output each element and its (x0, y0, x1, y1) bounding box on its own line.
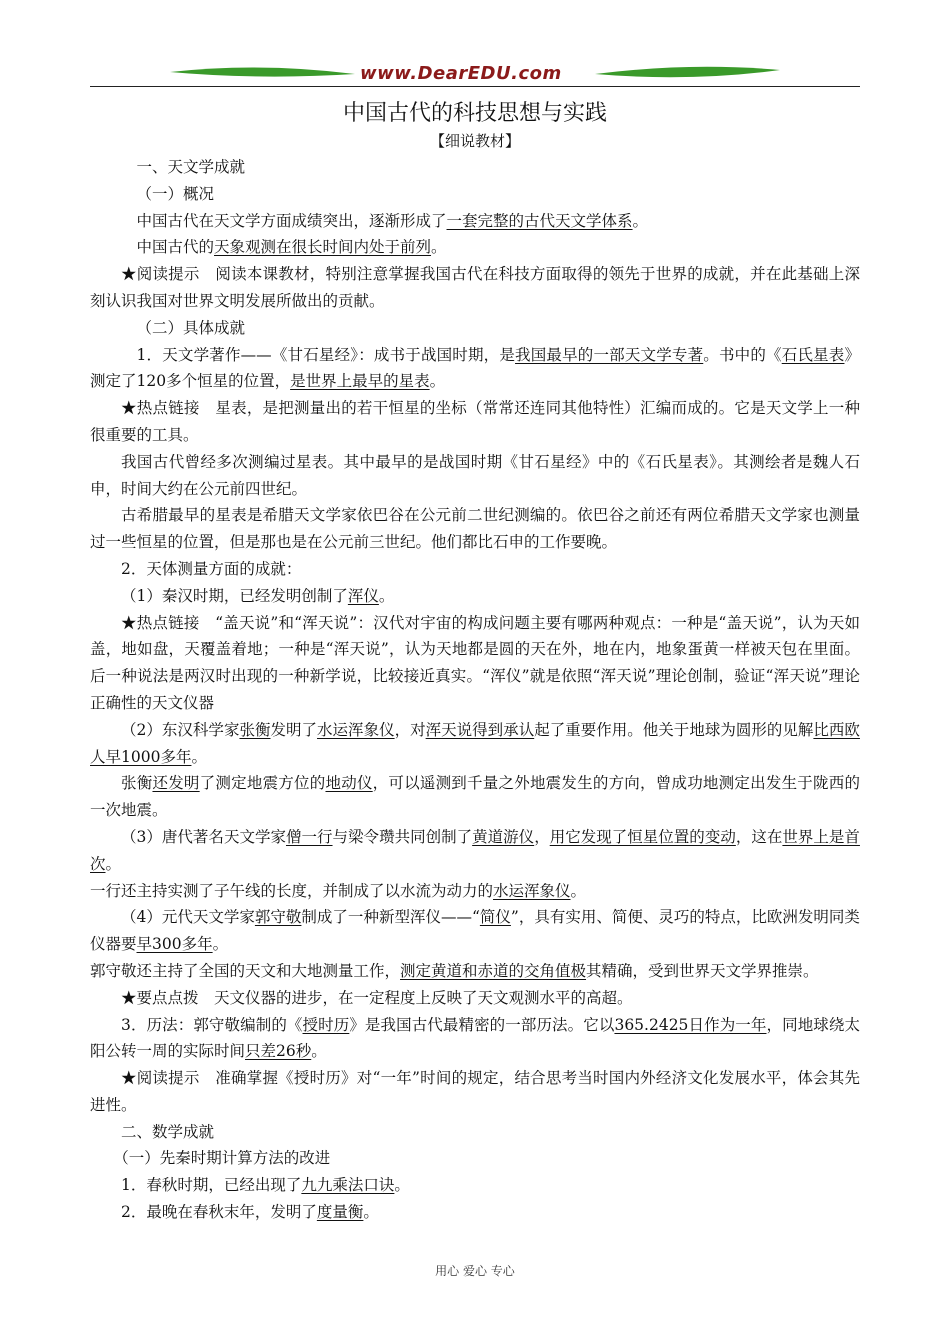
header-rule (90, 86, 860, 87)
section-heading-astronomy: 一、天文学成就 (136, 158, 246, 176)
paragraph-yi-xing: （3）唐代著名天文学家僧一行与梁令瓒共同创制了黄道游仪，用它发现了恒星位置的变动，这在世界上是首次。 (90, 827, 860, 873)
key-point-instruments: ★要点点拨 天文仪器的进步，在一定程度上反映了天文观测水平的高超。 (121, 988, 633, 1007)
paragraph-overview-2: 中国古代的天象观测在很长时间内处于前列。 (136, 238, 447, 257)
paragraph-star-catalog-greece: 古希腊最早的星表是希腊天文学家依巴谷在公元前二世纪测编的。依巴谷之前还有两位希腊天文学家也测量过一些恒星的位置，但是那也是在公元前三世纪。他们都比石申的工作要晚。 (90, 506, 860, 552)
paragraph-meridian: 一行还主持实测了子午线的长度，并制成了以水流为动力的水运浑象仪。 (90, 881, 587, 900)
paragraph-zhang-heng: （2）东汉科学家张衡发明了水运浑象仪，对浑天说得到承认起了重要作用。他关于地球为圆形的见解比西欧人早1000多年。 (90, 720, 860, 766)
banner-swoosh-left (170, 67, 355, 76)
page-footer: 用心 爱心 专心 (435, 1264, 515, 1278)
reading-tip-2: ★阅读提示 准确掌握《授时历》对“一年”时间的规定，结合思考当时国内外经济文化发展水平，体会其先进性。 (90, 1069, 860, 1114)
paragraph-survey: 郭守敬还主持了全国的天文和大地测量工作，测定黄道和赤道的交角值极其精确，受到世界天文学界推崇。 (90, 961, 819, 980)
paragraph-star-catalog-china: 我国古代曾经多次测编过星表。其中最早的是战国时期《甘石星经》中的《石氏星表》。其测绘者是魏人石申，时间大约在公元前四世纪。 (90, 452, 860, 498)
paragraph-measures: 2．最晚在春秋末年，发明了度量衡。 (121, 1203, 379, 1222)
paragraph-seismograph: 张衡还发明了测定地震方位的地动仪，可以遥测到千量之外地震发生的方向，曾成功地测定出发生于陇西的一次地震。 (90, 774, 860, 820)
section-heading-math: 二、数学成就 (121, 1122, 215, 1141)
paragraph-star-classic: 1．天文学著作——《甘石星经》：成书于战国时期，是我国最早的一部天文学专著。书中的《石氏星表》测定了120多个恒星的位置，是世界上最早的星表。 (90, 345, 860, 391)
paragraph-multiplication: 1．春秋时期，已经出现了九九乘法口诀。 (121, 1176, 410, 1195)
reading-tip-1: ★阅读提示 阅读本课教材，特别注意掌握我国古代在科技方面取得的领先于世界的成就，并在此基础上深刻认识我国对世界文明发展所做出的贡献。 (90, 265, 860, 310)
page-title: 中国古代的科技思想与实践 (342, 101, 607, 126)
site-logo[interactable]: www.DearEDU.com (360, 63, 562, 84)
banner-swoosh-right (595, 67, 780, 77)
subsection-heading-overview: （一）概况 (136, 184, 215, 203)
subsection-heading-achievements: （二）具体成就 (136, 318, 246, 337)
heading-measurement: 2．天体测量方面的成就： (121, 559, 302, 578)
subsection-heading-pre-qin: （一）先秦时期计算方法的改进 (113, 1149, 331, 1168)
paragraph-armillary: （1）秦汉时期，已经发明创制了浑仪。 (121, 586, 395, 605)
paragraph-overview-1: 中国古代在天文学方面成绩突出，逐渐形成了一套完整的古代天文学体系。 (136, 211, 649, 230)
hot-link-cosmology: ★热点链接 “盖天说”和“浑天说”：汉代对宇宙的构成问题主要有哪两种观点：一种是“盖天说”，认为天如盖，地如盘，天覆盖着地；一种是“浑天说”，认为天地都是圆的天在外，地在内，地象蛋黄一样被天包在里面。后一种说法是两汉时出现的一种新学说，比较接近真实。“浑仪”就是依照“浑天说”理论创制，验证“浑天说”理论正确性的天文仪器 (90, 613, 860, 712)
hot-link-star-catalog: ★热点链接 星表，是把测量出的若干恒星的坐标（常常还连同其他特性）汇编而成的。它是天文学上一种很重要的工具。 (90, 399, 860, 444)
paragraph-calendar: 3．历法：郭守敬编制的《授时历》是我国古代最精密的一部历法。它以365.2425日作为一年，同地球绕太阳公转一周的实际时间只差26秒。 (90, 1015, 860, 1061)
page-subtitle: 【细说教材】 (429, 132, 520, 150)
document-body (90, 154, 860, 1226)
paragraph-guo-shoujing: （4）元代天文学家郭守敬制成了一种新型浑仪——“简仪”，具有实用、简便、灵巧的特点，比欧洲发明同类仪器要早300多年。 (90, 908, 860, 954)
